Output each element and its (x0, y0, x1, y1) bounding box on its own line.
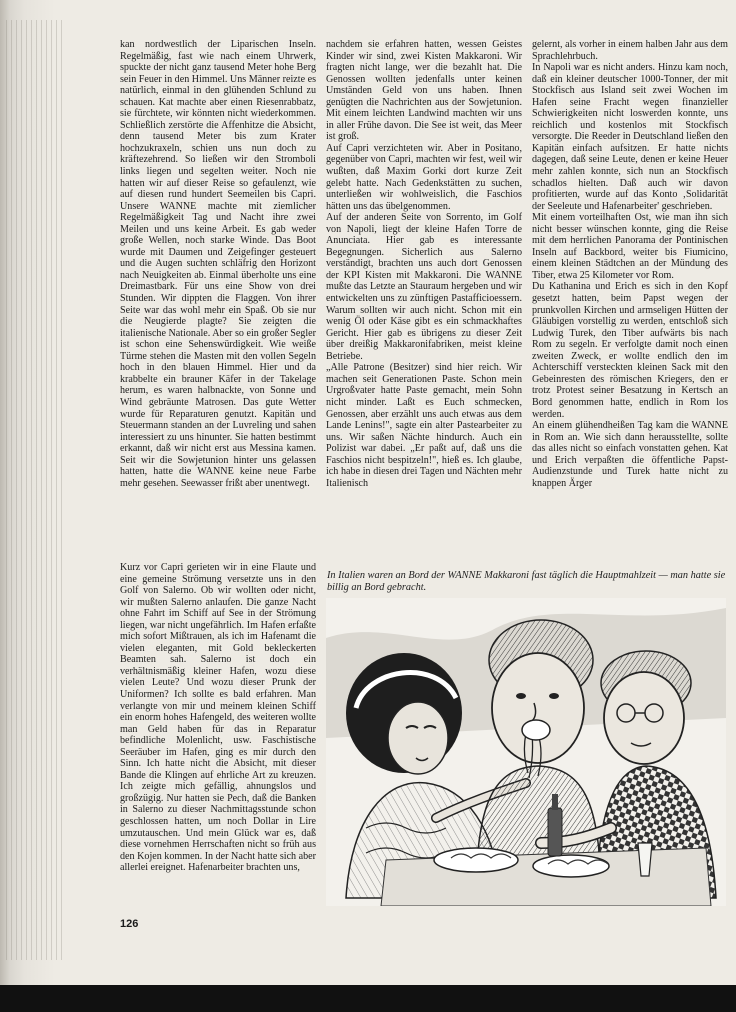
page-edges (6, 20, 62, 960)
paragraph: Auf der anderen Seite von Sorrento, im Golf von Napoli, liegt der kleine Hafen Torre de Anunciata. Hier gab es interessante Begegnungen. Sicherlich aus Salerno verständigt, brachten uns auch dort Genossen der KPI Kisten mit Makkaroni. Die WANNE mußte das Letzte an Stauraum hergeben und wir entwickelten uns zu zünftigen Pastafficioessern. Warum sollten wir auch nicht. Schon mit ein wenig Öl oder Käse gibt es ein schmackhaftes Gericht. Hier gab es übrigens zu dieser Zeit über dreißig Makkaronifabriken, meist kleine Betriebe. (326, 212, 522, 362)
paragraph: An einem glühendheißen Tag kam die WANNE in Rom an. Wie sich dann herausstellte, sollte das alles nicht so einfach vonstatten gehen. Kat und Erich verpaßten die öffentliche Papst-Audienzstunde und Turek hatte nicht zu knappen Ärger (532, 420, 728, 489)
text-column-2 (326, 39, 522, 489)
paragraph: Mit einem vorteilhaften Ost, wie man ihn sich nicht besser wünschen konnte, ging die Reise mit dem herrlichen Panorama der Pontinischen Inseln auf Backbord, weiter bis Fiumicino, einem kleinen Städtchen an der Mündung des Tiber, etwa 25 Kilometer vor Rom. (532, 212, 728, 281)
paragraph: In Napoli war es nicht anders. Hinzu kam noch, daß ein kleiner deutscher 1000-Tonner, der mit Stockfisch aus Island seit zwei Wochen im Hafen seine Fracht wegen finanzieller Schwierigkeiten nicht loswerden konnte, uns reichlich und kostenlos mit Stockfisch versorgte. Die Reeder in Deutschland ließen den Kapitän einfach aufsitzen. Er hatte nichts dagegen, daß seine Leute, denen er keine Heuer mehr zahlen konnte, sich nun an Stockfisch schadlos hielten. Daß auch wir davon profitierten, wurde auf das Konto ‚Solidarität der Seeleute und Hafenarbeiter' geschrieben. (532, 62, 728, 212)
text-column-3 (532, 39, 728, 489)
illustration-icon (326, 598, 726, 906)
macaroni-illustration (326, 598, 726, 906)
text-column-1-lower (120, 562, 316, 874)
paragraph: Kurz vor Capri gerieten wir in eine Flaute und eine gemeine Strömung versetzte uns in den Golf von Salerno. Ob wir wollten oder nicht, wir mußten Salerno anlaufen. Die ganze Nacht ohne Fahrt im Schiff auf See in der Strömung liegen, war nicht ungefährlich. Im Hafen erfaßte mich sofort Mißtrauen, als ich im Hafenamt die vielen eleganten, mit Gold bekleckerten Beamten sah. Salerno ist doch ein verhältnismäßig kleiner Hafen, wozu diese vielen Leute? Und wozu dieser Prunk der Uniformen? Ich sollte es bald erfahren. Man verlangte von mir und meinem kleinen Schiff ein enorm hohes Hafengeld, des weiteren wollte man Geld haben für das in Reparatur befindliche Molenlicht, usw. Faschistische Seeräuber im Hafen, ging es mir durch den Sinn. Ich hatte nicht die Absicht, mit dieser Bande die Klingen auf ehrliche Art zu kreuzen. Ich zeigte mich gefällig, ahnungslos und großzügig. Nur hatten sie Pech, daß die Banken in Salerno zu dieser Nachmittagsstunde schon geschlossen hatten, um noch Dollar in Lire umzutauschen. Und mein Glück war es, daß diese vornehmen Herrschaften nicht so früh aus den Kojen kommen. In der Nacht hatte sich aber allerlei ereignet. Hafenarbeiter brachten uns, (120, 562, 316, 874)
paragraph: Du Kathanina und Erich es sich in den Kopf gesetzt hatten, beim Papst wegen der prunkvollen Kirchen und armseligen Hütten der Gläubigen vorstellig zu werden, entschloß sich Ludwig Turek, den Tiber aufwärts bis nach Rom zu segeln. Er verfolgte damit noch einen zweiten Zweck, er wollte endlich den im Achterschiff versteckten kleinen Sack mit den Gebeinresten des römischen Kriegers, den er trotz Protest seiner Besatzung in Kertsch an Bord genommen hatte, endlich in Rom los werden. (532, 281, 728, 420)
paragraph: kan nordwestlich der Liparischen Inseln. Regelmäßig, fast wie nach einem Uhrwerk, spuckte der nicht ganz tausend Meter hohe Berg sein Feuer in den Himmel. Uns Männer reizte es natürlich, einmal in den glühenden Schlund zu schauen. Kat machte aber einen Riesenrabbatz, sie fürchtete, wir könnten nicht wiederkommen. Schließlich zerstörte die Affenhitze die Absicht, denn tausend Meter bis zum Krater hochzukraxeln, schien uns nun doch zu kräftezehrend. So ließen wir den Stromboli links liegen und segelten weiter. Noch nie hatten wir auf dieser Reise so gefaulenzt, wie auf diesen rund hundert Seemeilen bis Capri. Unsere WANNE machte mit ziemlicher Regelmäßigkeit Tag und Nacht ihre zwei Meilen und uns keine Arbeit. Es gab weder große Wellen, noch starke Winde. Das Boot wurde mit Daumen und Zeigefinger gesteuert und die Augen suchten schläfrig den Horizont nach Neuigkeiten ab. Einmal überholte uns eine Dreimastbark. Für uns eine Show von drei Stunden. Wir dippten die Flaggen. Von ihrer Seite war das wohl mehr ein Spaß. Ob sie nur die Neugierde plagte? Sie zeigten die italienische Nationale. Aber so ein großer Segler ist schon eine Sehenswürdigkeit. Wie weiße Türme stehen die Masten mit den vollen Segeln hoch in den blauen Himmel. Hier und da krabbelte ein brauner Käfer in der Takelage herum, es waren halbnackte, von Sonne und Wind gebräunte Matrosen. Das gute Wetter wurde für Reparaturen genutzt. Kapitän und Steuermann standen an der Luvreling und sahen interessiert zu uns hinunter. Sie hatten bestimmt erkannt, daß wir nicht erst aus Messina kamen. Seit wir die Sowjetunion hinter uns gelassen hatten, hatte die WANNE keine neue Farbe mehr gesehen. Seewasser frißt aber unentwegt. (120, 39, 316, 489)
paragraph: Auf Capri verzichteten wir. Aber in Positano, gegenüber von Capri, machten wir fest, weil wir wußten, daß Maxim Gorki dort kurze Zeit gelebt hatte. Nach Gedenkstätten zu suchen, unterließen wir wohlweislich, die Faschios hätten uns das übelgenommen. (326, 142, 522, 212)
paragraph: gelernt, als vorher in einem halben Jahr aus dem Sprachlehrbuch. (532, 39, 728, 62)
illustration-caption: In Italien waren an Bord der WANNE Makkaroni fast täglich die Hauptmahlzeit — man hatte sie billig an Bord gebracht. (327, 570, 726, 593)
paragraph: nachdem sie erfahren hatten, wessen Geistes Kinder wir sind, zwei Kisten Makkaroni. Wir fragten nicht lange, wer die bezahlt hat. Die Genossen wollten jedenfalls unter keinen Umständen Geld von uns haben. Ihnen genügten die Nachrichten aus der Sowjetunion. Mit einem leichten Landwind machten wir uns in aller Frühe davon. Die See ist weit, das Meer ist groß. (326, 39, 522, 143)
scan-border (0, 985, 736, 1012)
book-binding (0, 0, 70, 985)
text-column-1 (120, 39, 316, 489)
page-number: 126 (120, 918, 139, 930)
paragraph: „Alle Patrone (Besitzer) sind hier reich. Wir machen seit Generationen Paste. Schon mein Urgroßvater hatte Paste gemacht, mein Sohn nicht minder. Laßt es Euch schmecken, Genossen, aber erzählt uns auch etwas aus dem Lande Lenins!", sagte ein alter Pastearbeiter zu uns. Wir saßen Nächte hindurch. Auch ein Polizist war dabei. „Er paßt auf, daß uns die Faschios nicht bespitzeln!", hieß es. Ich glaube, ich habe in diesen drei Tagen und Nächten mehr Italienisch (326, 362, 522, 489)
